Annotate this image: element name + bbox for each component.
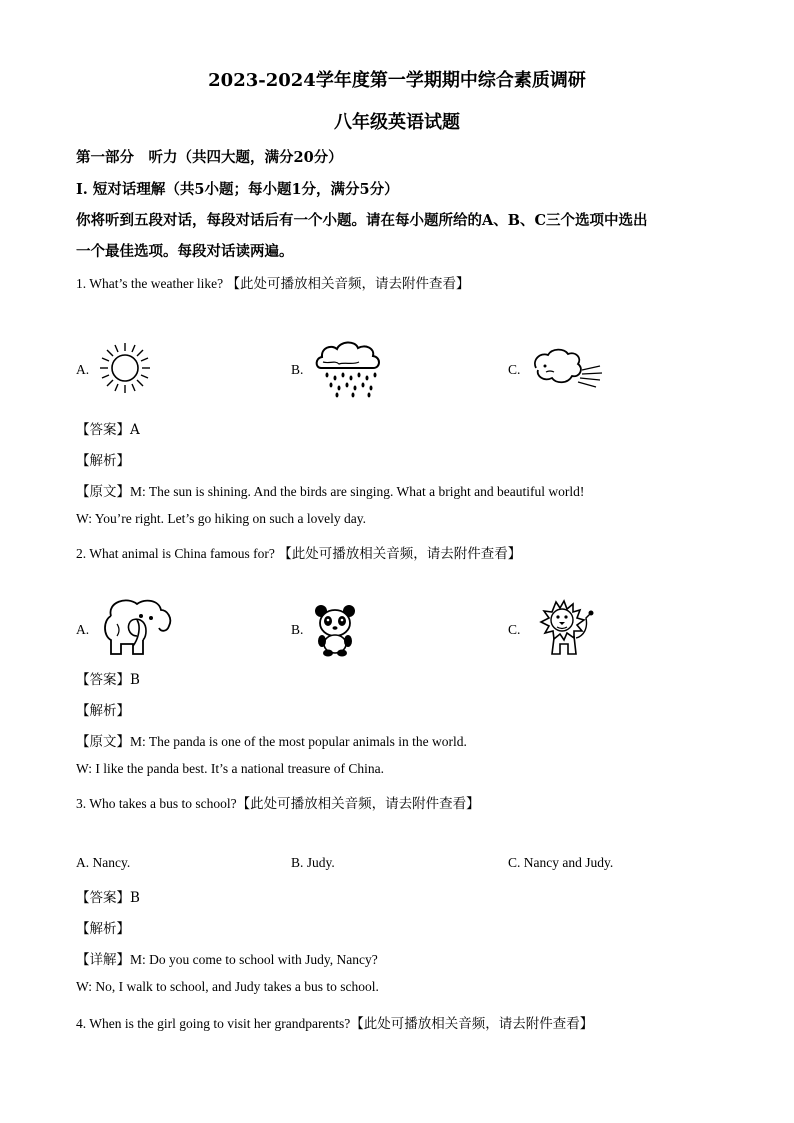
q1-analysis: 【解析】 xyxy=(76,453,130,469)
page-title: 2023-2024学年度第一学期期中综合素质调研 xyxy=(208,70,586,91)
rain-cloud-icon xyxy=(313,338,385,400)
q3-option-c: C. Nancy and Judy. xyxy=(508,855,614,870)
q3-script-line-2: W: No, I walk to school, and Judy takes a bus to school. xyxy=(76,979,379,994)
question-1: 1. What’s the weather like? 【此处可播放相关音频，请去附件查看】 xyxy=(76,276,470,291)
question-2: 2. What animal is China famous for? 【此处可播放相关音频，请去附件查看】 xyxy=(76,546,522,561)
q2-script-line-1: 【原文】M: The panda is one of the most popular animals in the world. xyxy=(76,734,467,749)
panda-icon xyxy=(313,603,357,657)
section-heading: I. 短对话理解（共5小题；每小题1分，满分5分） xyxy=(76,181,399,198)
wind-icon xyxy=(530,346,604,392)
q3-script-line-1: 【详解】M: Do you come to school with Judy, Nancy? xyxy=(76,952,378,967)
part-heading: 第一部分 听力（共四大题，满分20分） xyxy=(76,149,343,166)
q3-answer: 【答案】B xyxy=(76,890,140,906)
q3-option-a: A. Nancy. xyxy=(76,855,131,870)
sun-icon xyxy=(96,341,154,395)
q3-option-b: B. Judy. xyxy=(291,855,335,870)
instruction-line-2: 一个最佳选项。每段对话读两遍。 xyxy=(76,243,294,260)
q2-script-line-2: W: I like the panda best. It’s a national treasure of China. xyxy=(76,761,385,776)
q1-option-c-label: C. xyxy=(508,362,521,377)
question-4: 4. When is the girl going to visit her grandparents?【此处可播放相关音频，请去附件查看】 xyxy=(76,1016,594,1031)
q1-script-line-2: W: You’re right. Let’s go hiking on such a lovely day. xyxy=(76,511,366,526)
q1-option-a-label: A. xyxy=(76,362,90,377)
page-subtitle: 八年级英语试题 xyxy=(334,112,460,133)
lion-icon xyxy=(530,598,596,660)
q2-answer: 【答案】B xyxy=(76,672,140,688)
q2-analysis: 【解析】 xyxy=(76,703,130,719)
q2-option-a-label: A. xyxy=(76,622,90,637)
q3-analysis: 【解析】 xyxy=(76,921,130,937)
q1-option-b-label: B. xyxy=(291,362,304,377)
instruction-line-1: 你将听到五段对话，每段对话后有一个小题。请在每小题所给的A、B、C三个选项中选出 xyxy=(76,212,648,229)
elephant-icon xyxy=(97,596,175,660)
q1-script-line-1: 【原文】M: The sun is shining. And the birds are singing. What a bright and beautiful world! xyxy=(76,484,585,499)
q2-option-c-label: C. xyxy=(508,622,521,637)
q1-answer: 【答案】A xyxy=(76,422,140,438)
q2-option-b-label: B. xyxy=(291,622,304,637)
question-3: 3. Who takes a bus to school?【此处可播放相关音频，请去附件查看】 xyxy=(76,796,480,811)
